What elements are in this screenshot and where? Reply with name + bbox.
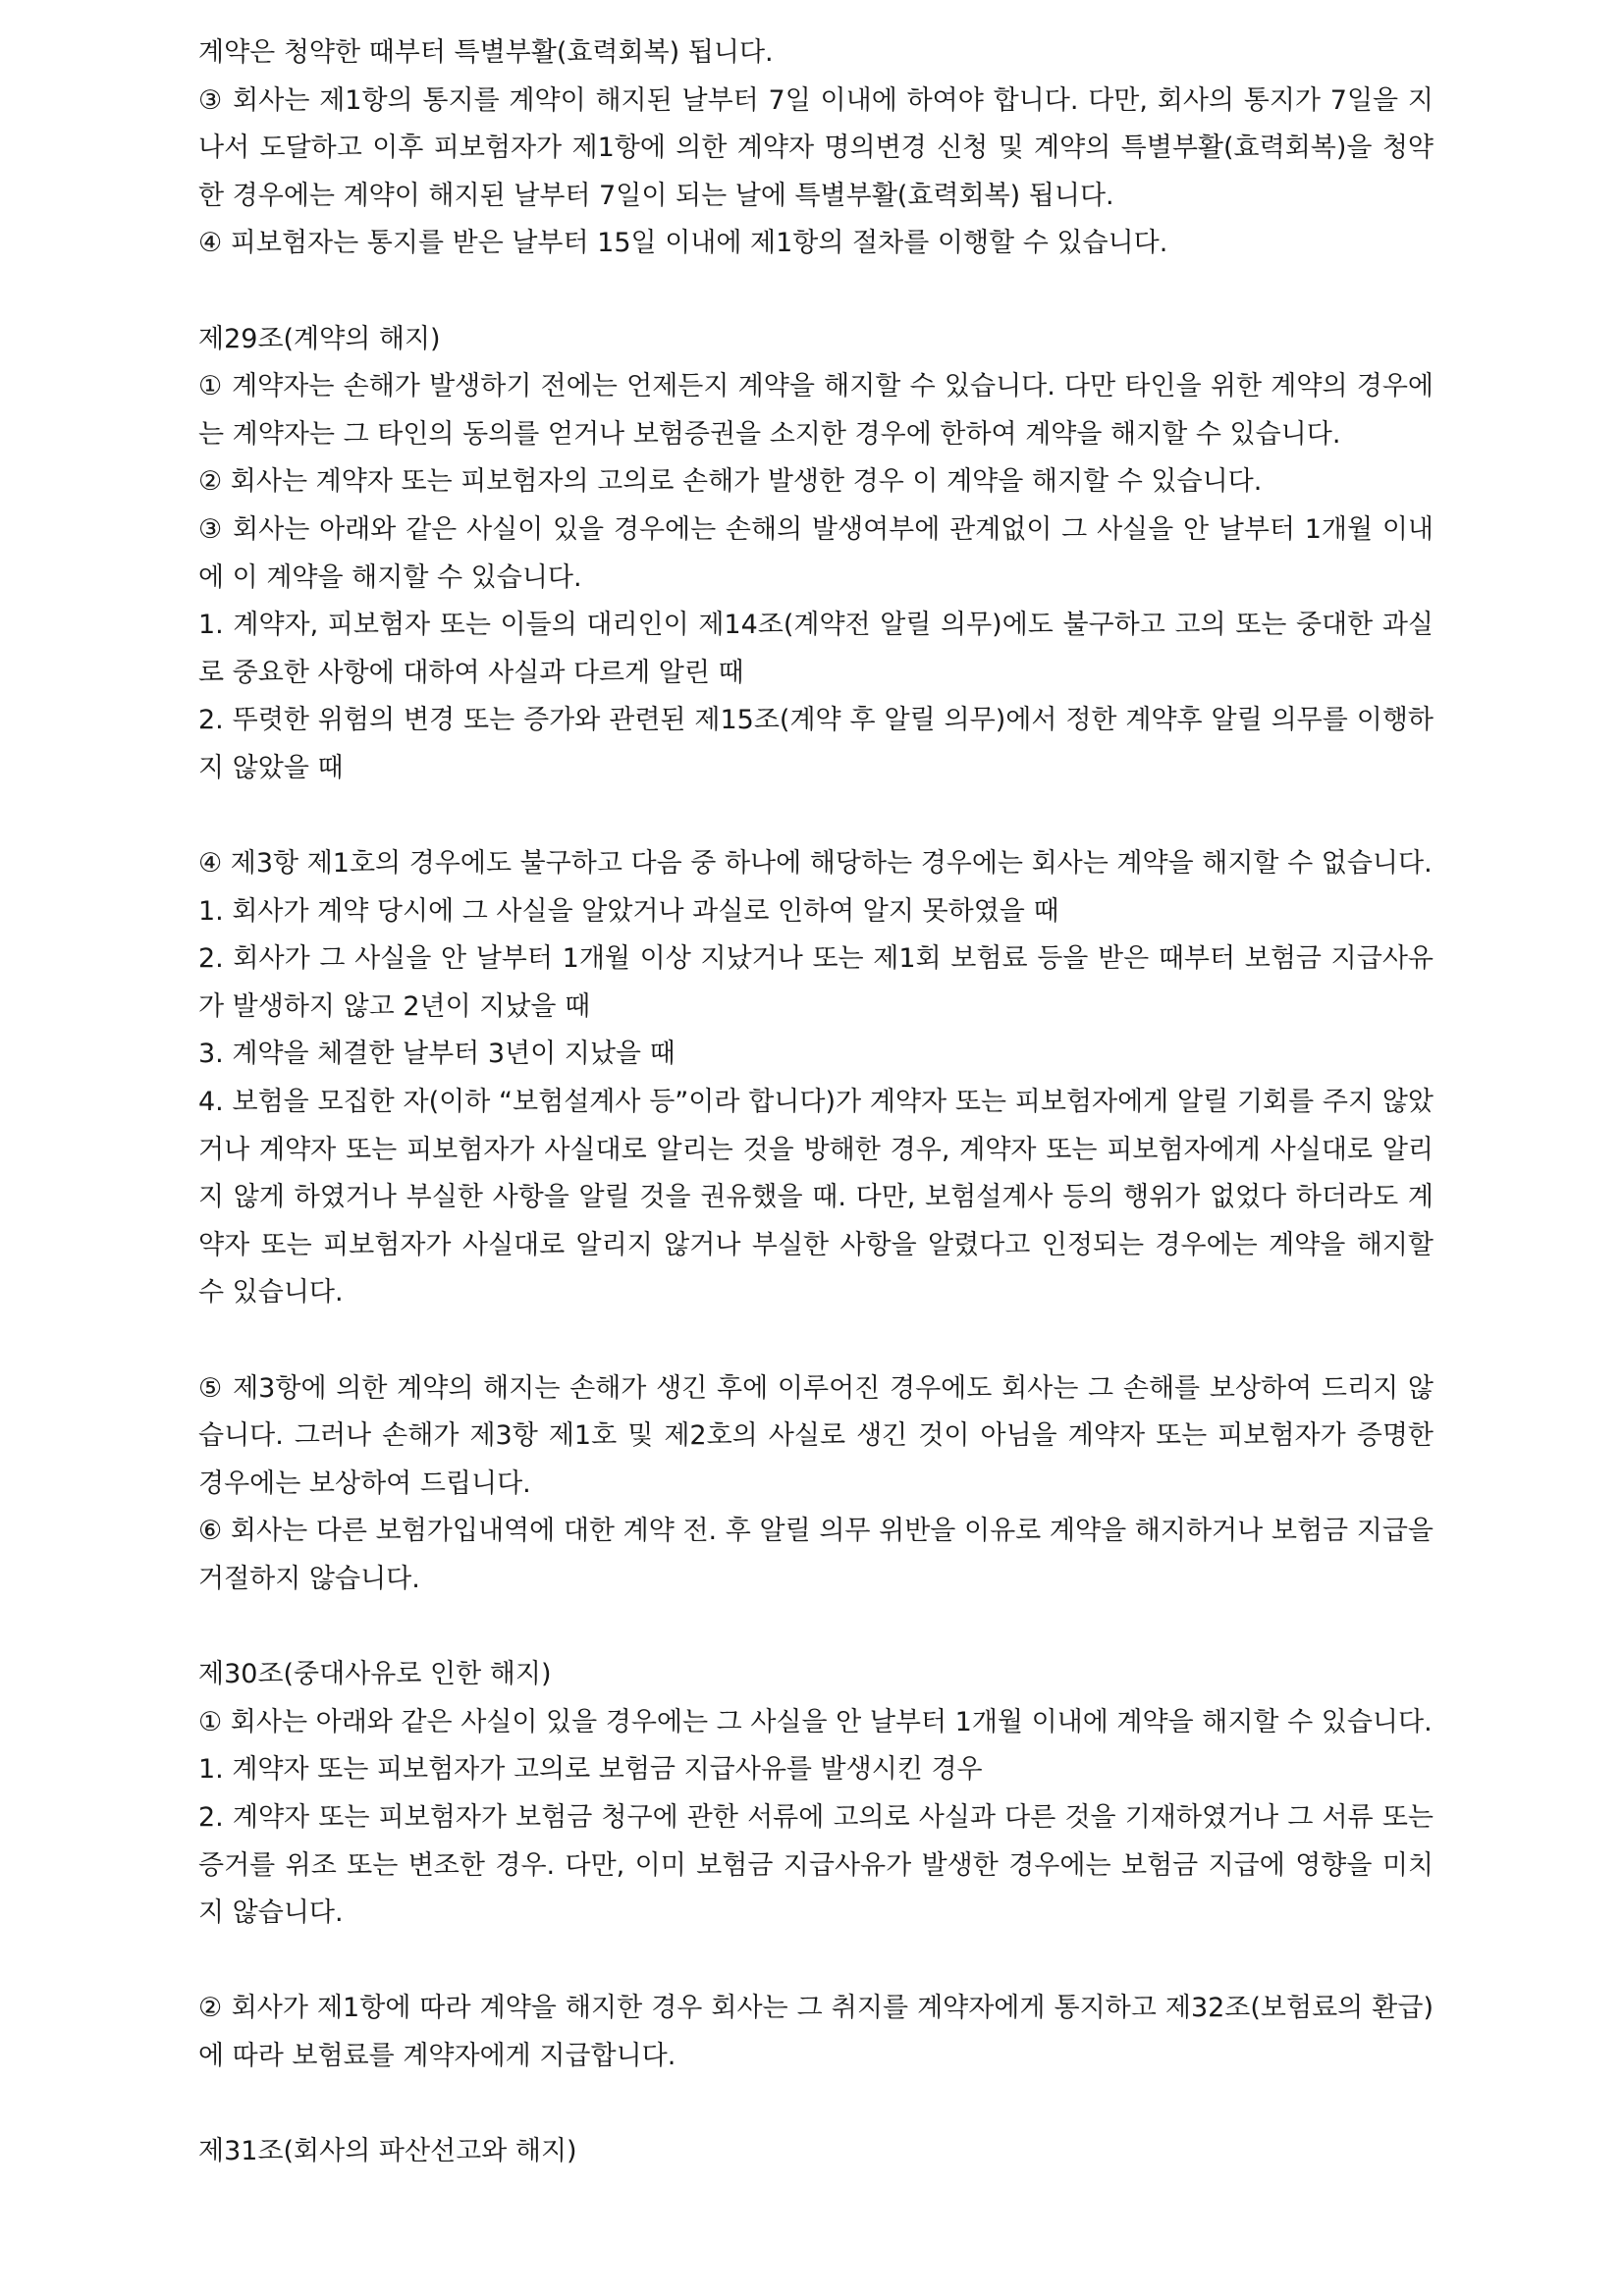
list-item: 2. 뚜렷한 위험의 변경 또는 증가와 관련된 제15조(계약 후 알릴 의무)에서 정한 계약후 알릴 의무를 이행하지 않았을 때 [198, 705, 1434, 783]
paragraph: ⑤ 제3항에 의한 계약의 해지는 손해가 생긴 후에 이루어진 경우에도 회사는 그 손해를 보상하여 드리지 않습니다. 그러나 손해가 제3항 제1호 및 제2호의 사실로 생긴 것이 아님을 계약자 또는 피보험자가 증명한 경우에는 보상하여 드립니다. [198, 1372, 1434, 1499]
paragraph: ④ 피보험자는 통지를 받은 날부터 15일 이내에 제1항의 절차를 이행할 수 있습니다. [198, 228, 1168, 259]
paragraph: ② 회사가 제1항에 따라 계약을 해지한 경우 회사는 그 취지를 계약자에게 통지하고 제32조(보험료의 환급)에 따라 보험료를 계약자에게 지급합니다. [198, 1993, 1434, 2071]
article-heading: 제30조(중대사유로 인한 해지) [198, 1659, 552, 1690]
list-item: 2. 계약자 또는 피보험자가 보험금 청구에 관한 서류에 고의로 사실과 다른 것을 기재하였거나 그 서류 또는 증거를 위조 또는 변조한 경우. 다만, 이미 보험금 지급사유가 발생한 경우에는 보험금 지급에 영향을 미치지 않습니다. [198, 1801, 1434, 1929]
paragraph-gap [198, 1317, 1434, 1365]
document-page [198, 29, 1434, 2176]
paragraph: ⑥ 회사는 다른 보험가입내역에 대한 계약 전. 후 알릴 의무 위반을 이유로 계약을 해지하거나 보험금 지급을 거절하지 않습니다. [198, 1516, 1434, 1594]
list-item: 4. 보험을 모집한 자(이하 “보험설계사 등”이라 합니다)가 계약자 또는 피보험자에게 알릴 기회를 주지 않았거나 계약자 또는 피보험자가 사실대로 알리는 것을 방해한 경우, 계약자 또는 피보험자에게 사실대로 알리지 않게 하였거나 부실한 사항을 알릴 것을 권유했을 때. 다만, 보험설계사 등의 행위가 없었다 하더라도 계약자 또는 피보험자가 사실대로 알리지 않거나 부실한 사항을 알렸다고 인정되는 경우에는 계약을 해지할 수 있습니다. [198, 1087, 1434, 1308]
list-item: 2. 회사가 그 사실을 안 날부터 1개월 이상 지났거나 또는 제1회 보험료 등을 받은 때부터 보험금 지급사유가 발생하지 않고 2년이 지났을 때 [198, 943, 1434, 1022]
list-item: 1. 계약자, 피보험자 또는 이들의 대리인이 제14조(계약전 알릴 의무)에도 불구하고 고의 또는 중대한 과실로 중요한 사항에 대하여 사실과 다르게 알린 때 [198, 610, 1434, 688]
paragraph: ① 계약자는 손해가 발생하기 전에는 언제든지 계약을 해지할 수 있습니다. 다만 타인을 위한 계약의 경우에는 계약자는 그 타인의 동의를 얻거나 보험증권을 소지한 경우에 한하여 계약을 해지할 수 있습니다. [198, 371, 1434, 450]
paragraph-gap [198, 793, 1434, 841]
paragraph: ② 회사는 계약자 또는 피보험자의 고의로 손해가 발생한 경우 이 계약을 해지할 수 있습니다. [198, 466, 1263, 498]
list-item: 1. 계약자 또는 피보험자가 고의로 보험금 지급사유를 발생시킨 경우 [198, 1754, 983, 1786]
paragraph-gap [198, 2081, 1434, 2129]
paragraph: ③ 회사는 제1항의 통지를 계약이 해지된 날부터 7일 이내에 하여야 합니다. 다만, 회사의 통지가 7일을 지나서 도달하고 이후 피보험자가 제1항에 의한 계약자 명의변경 신청 및 계약의 특별부활(효력회복)을 청약한 경우에는 계약이 해지된 날부터 7일이 되는 날에 특별부활(효력회복) 됩니다. [198, 84, 1434, 211]
article-heading: 제31조(회사의 파산선고와 해지) [198, 2136, 577, 2167]
list-item: 3. 계약을 체결한 날부터 3년이 지났을 때 [198, 1039, 676, 1070]
paragraph-gap [198, 1604, 1434, 1652]
list-item: 1. 회사가 계약 당시에 그 사실을 알았거나 과실로 인하여 알지 못하였을 때 [198, 895, 1059, 927]
article-heading: 제29조(계약의 해지) [198, 323, 441, 354]
paragraph: 계약은 청약한 때부터 특별부활(효력회복) 됩니다. [198, 37, 774, 68]
paragraph: ① 회사는 아래와 같은 사실이 있을 경우에는 그 사실을 안 날부터 1개월 이내에 계약을 해지할 수 있습니다. [198, 1706, 1433, 1737]
paragraph-gap [198, 1938, 1434, 1986]
paragraph: ④ 제3항 제1호의 경우에도 불구하고 다음 중 하나에 해당하는 경우에는 회사는 계약을 해지할 수 없습니다. [198, 848, 1433, 880]
paragraph: ③ 회사는 아래와 같은 사실이 있을 경우에는 손해의 발생여부에 관계없이 그 사실을 안 날부터 1개월 이내에 이 계약을 해지할 수 있습니다. [198, 513, 1434, 593]
paragraph-gap [198, 268, 1434, 316]
